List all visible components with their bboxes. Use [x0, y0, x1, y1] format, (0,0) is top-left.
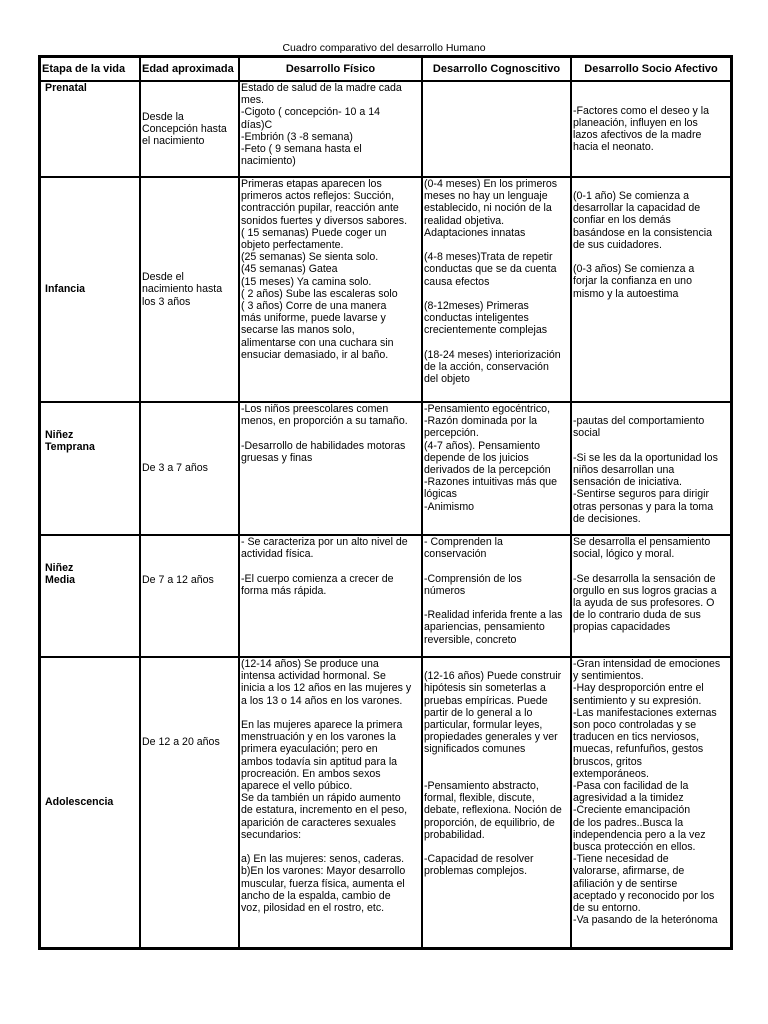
cognoscitivo-text: - Comprenden la conservación -Comprensión de los números -Realidad inferida frente a las apariencias, pensamiento reversible, concreto: [424, 536, 563, 646]
age-text: De 7 a 12 años: [142, 574, 214, 586]
header-socio-afectivo: Desarrollo Socio Afectivo: [571, 57, 731, 81]
socio-text: (0-1 año) Se comienza a desarrollar la capacidad de confiar en los demás basándose en la consistencia de sus cuidadores. (0-3 años) Se comienza a forjar la confianza en uno mismo y la autoestima: [573, 190, 712, 300]
cognoscitivo-cell: [422, 177, 571, 402]
header-row: [40, 57, 731, 81]
fisico-cell: [239, 657, 422, 948]
socio-text: -pautas del comportamiento social -Si se les da la oportunidad los niños desarrollan una sensación de iniciativa. -Sentirse seguros para dirigir otras personas y para la toma de decisiones.: [573, 415, 718, 525]
socio-text: Se desarrolla el pensamiento social, lógico y moral. -Se desarrolla la sensación de orgullo en sus logros gracias a la ayuda de sus profesores. O de lo contrario duda de sus propias capacidades: [573, 536, 717, 634]
age-text: De 12 a 20 años: [142, 736, 220, 748]
cognoscitivo-text: (0-4 meses) En los primeros meses no hay un lenguaje establecido, ni noción de la realidad objetiva. Adaptaciones innatas (4-8 meses)Trata de repetir conductas que se da cuenta causa efectos (8-12meses) Primeras conductas inteligentes crecientemente complejas (18-24 meses) interiorización de la acción, conservación del objeto: [424, 178, 561, 386]
stage-label: Infancia: [45, 283, 86, 296]
table-row-infancia: [40, 177, 731, 402]
age-text: Desde el nacimiento hasta los 3 años: [142, 271, 223, 308]
fisico-text: Primeras etapas aparecen los primeros actos reflejos: Succión, contracción pupilar, reacción ante sonidos fuertes y diversos sabores. ( 15 semanas) Puede coger un objeto perfectamente. (25 semanas) Se sienta solo. (45 semanas) Gatea (15 meses) Ya camina solo. ( 2 años) Sube las escaleras solo ( 3 años) Corre de una manera más uniforme, puede lavarse y secarse las manos solo, alimentarse con una cuchara sin ensuciar demasiado, ir al baño.: [241, 178, 408, 361]
table-row-ninez-media: [40, 535, 731, 657]
stage-cell: [40, 657, 140, 948]
age-cell: [140, 177, 239, 402]
socio-cell: [571, 402, 731, 535]
stage-label: Niñez Media: [45, 562, 76, 587]
stage-cell: [40, 81, 140, 177]
stage-label: Adolescencia: [45, 796, 114, 809]
cognoscitivo-cell: [422, 81, 571, 177]
cognoscitivo-cell: [422, 657, 571, 948]
fisico-text: (12-14 años) Se produce una intensa actividad hormonal. Se inicia a los 12 años en las mujeres y a los 13 o 14 años en los varones. En las mujeres aparece la primera menstruación y en los varones la primera eyaculación; pero en ambos todavía sin aptitud para la procreación. En ambos sexos aparece el vello púbico. Se da también un rápido aumento de estatura, incremento en el peso, aparición de caracteres sexuales secundarios: a) En las mujeres: senos, caderas. b)En los varones: Mayor desarrollo muscular, fuerza física, aumenta el ancho de la espalda, cambio de voz, pilosidad en el rostro, etc.: [241, 658, 412, 915]
header-cognoscitivo: Desarrollo Cognoscitivo: [422, 57, 571, 81]
socio-cell: [571, 657, 731, 948]
stage-label: Niñez Temprana: [45, 429, 95, 454]
cognoscitivo-text: -Pensamiento egocéntrico, -Razón dominada por la percepción. (4-7 años). Pensamiento depende de los juicios derivados de la percepción -Razones intuitivas más que lógicas -Animismo: [424, 403, 558, 513]
age-text: De 3 a 7 años: [142, 462, 208, 475]
socio-text: -Gran intensidad de emociones y sentimientos. -Hay desproporción entre el sentimiento y su expresión. -Las manifestaciones externas son poco controladas y se traducen en tics nerviosos, muecas, refunfuños, gestos bruscos, gritos extemporáneos. -Pasa con facilidad de la agresividad a la timidez -Creciente emancipación de los padres..Busca la independencia pero a la vez busca protección en ellos. -Tiene necesidad de valorarse, afirmarse, de afiliación y de sentirse aceptado y reconocido por los de su entorno. -Va pasando de la heterónoma: [573, 658, 721, 927]
fisico-cell: [239, 402, 422, 535]
cognoscitivo-text: (12-16 años) Puede construir hipótesis sin someterlas a pruebas empíricas. Puede partir de lo general a lo particular, formular leyes, propiedades generales y ver significados comunes -Pensamiento abstracto, formal, flexible, discute, debate, reflexiona. Noción de proporción, de equilibrio, de probabilidad. -Capacidad de resolver problemas complejos.: [424, 670, 562, 878]
socio-cell: [571, 535, 731, 657]
age-cell: [140, 657, 239, 948]
fisico-cell: [239, 81, 422, 177]
table-row-ninez-temprana: [40, 402, 731, 535]
fisico-cell: [239, 177, 422, 402]
age-cell: [140, 402, 239, 535]
age-text: Desde la Concepción hasta el nacimiento: [142, 110, 227, 148]
socio-cell: [571, 81, 731, 177]
table-row-adolescencia: [40, 657, 731, 948]
socio-cell: [571, 177, 731, 402]
stage-cell: [40, 177, 140, 402]
age-cell: [140, 81, 239, 177]
cognoscitivo-cell: [422, 535, 571, 657]
header-etapa: Etapa de la vida: [40, 57, 140, 81]
fisico-text: - Se caracteriza por un alto nivel de actividad física. -El cuerpo comienza a crecer de forma más rápida.: [241, 536, 408, 597]
fisico-text: Estado de salud de la madre cada mes. -Cigoto ( concepción- 10 a 14 días)C -Embrión (3 -8 semana) -Feto ( 9 semana hasta el nacimiento): [241, 82, 402, 168]
stage-cell: [40, 402, 140, 535]
stage-cell: [40, 535, 140, 657]
stage-label: Prenatal: [45, 82, 87, 94]
header-edad: Edad aproximada: [140, 57, 239, 81]
socio-text: -Factores como el deseo y la planeación, influyen en los lazos afectivos de la madre hacia el neonato.: [573, 104, 710, 154]
comparison-table: [38, 55, 733, 950]
table-row-prenatal: [40, 81, 731, 177]
cognoscitivo-cell: [422, 402, 571, 535]
fisico-text: -Los niños preescolares comen menos, en proporción a su tamaño. -Desarrollo de habilidades motoras gruesas y finas: [241, 403, 408, 464]
age-cell: [140, 535, 239, 657]
table-caption: Cuadro comparativo del desarrollo Humano: [282, 42, 486, 54]
fisico-cell: [239, 535, 422, 657]
header-fisico: Desarrollo Físico: [239, 57, 422, 81]
